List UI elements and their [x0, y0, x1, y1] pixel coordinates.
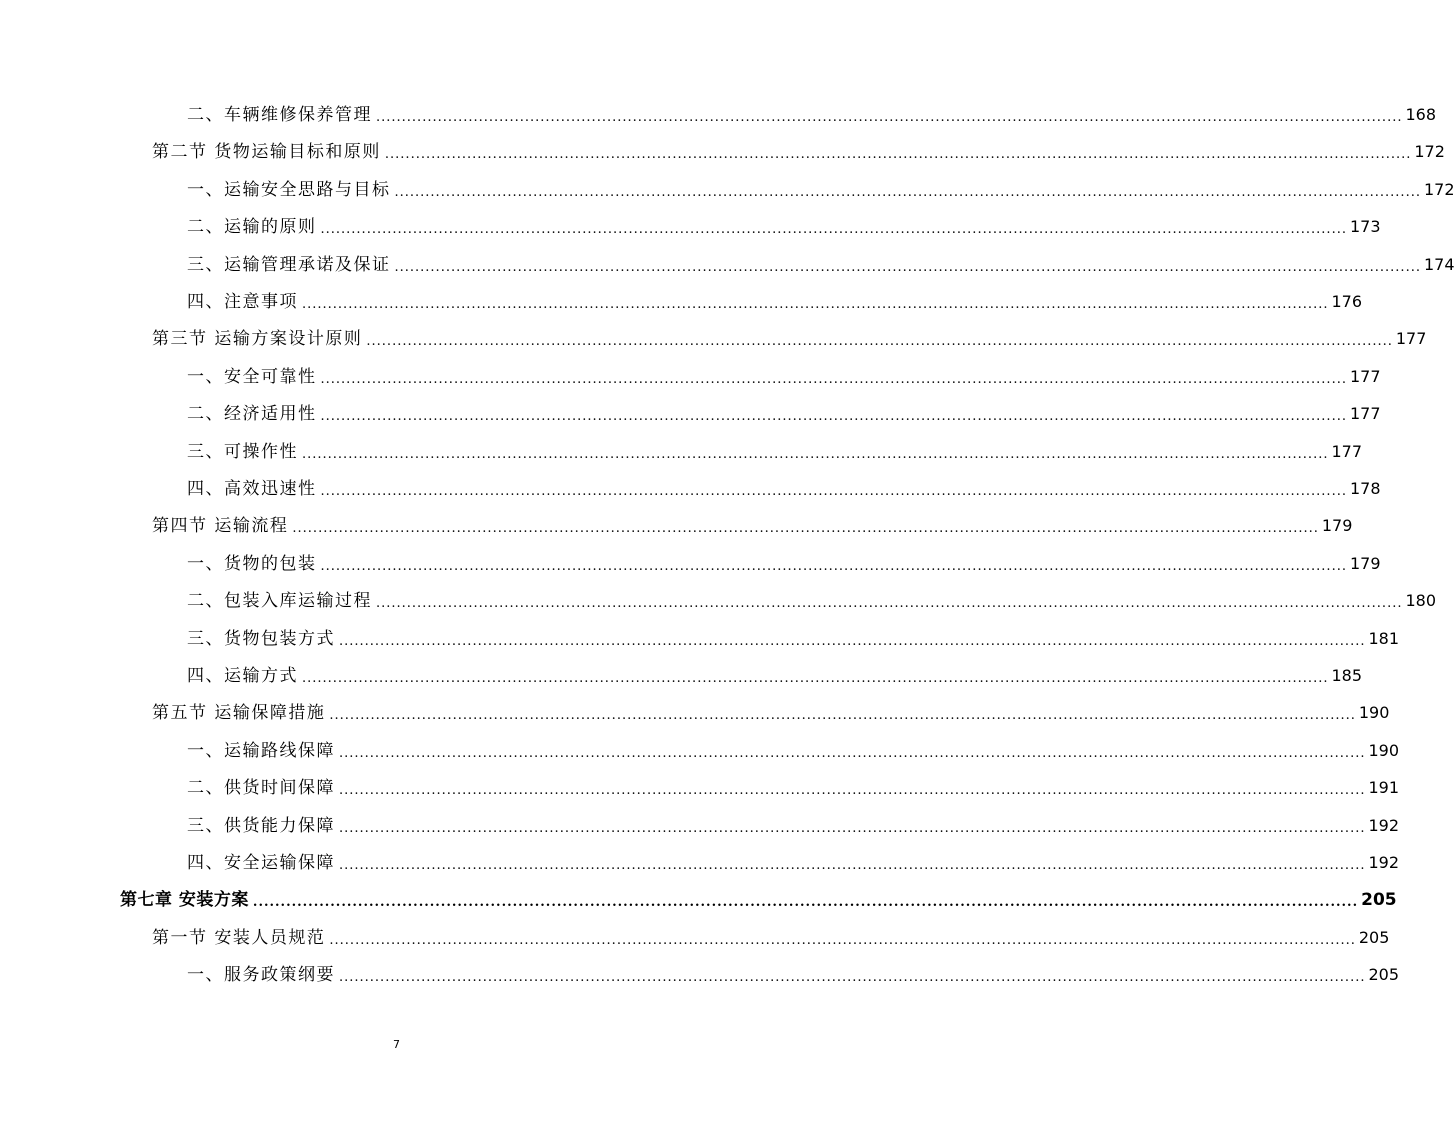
toc-entry[interactable]	[187, 773, 1400, 799]
toc-entry-page: 179	[1349, 553, 1381, 573]
toc-entry-title: 二、包装入库运输过程	[187, 591, 372, 612]
toc-entry-page: 191	[1368, 778, 1400, 798]
toc-entry[interactable]	[187, 848, 1400, 874]
toc-entry-page: 205	[1358, 927, 1390, 947]
toc-entry-page: 205	[1368, 965, 1400, 985]
toc-entry[interactable]	[187, 437, 1363, 463]
toc-entry-title: 一、运输路线保障	[187, 740, 335, 761]
toc-leader-dots: ........................................................................................................................................................................................................	[320, 558, 1347, 574]
toc-leader-dots: ........................................................................................................................................................................................................	[339, 858, 1366, 873]
toc-entry-title: 四、运输方式	[187, 666, 298, 686]
toc-entry[interactable]	[152, 324, 1427, 350]
toc-entry[interactable]	[187, 399, 1381, 425]
toc-entry-title: 二、车辆维修保养管理	[187, 105, 372, 125]
toc-entry-title: 二、供货时间保障	[187, 778, 335, 799]
toc-entry-page: 185	[1331, 666, 1363, 685]
toc-leader-dots: ........................................................................................................................................................................................................	[320, 484, 1347, 499]
page-number: 7	[393, 1038, 400, 1051]
toc-entry-page: 205	[1361, 890, 1397, 911]
toc-entry[interactable]	[187, 661, 1363, 687]
toc-entry-title: 一、服务政策纲要	[187, 965, 335, 986]
toc-leader-dots: ........................................................................................................................................................................................................	[329, 932, 1356, 948]
toc-leader-dots: ........................................................................................................................................................................................................	[339, 633, 1366, 649]
toc-entry-title: 第一节 安装人员规范	[152, 927, 326, 948]
toc-entry-title: 一、货物的包装	[187, 553, 317, 574]
toc-entry[interactable]	[187, 175, 1455, 201]
toc-entry[interactable]	[187, 362, 1381, 388]
toc-entry-page: 178	[1349, 479, 1381, 498]
toc-leader-dots: ........................................................................................................................................................................................................	[339, 783, 1366, 799]
toc-entry-page: 177	[1349, 404, 1381, 424]
toc-entry[interactable]	[152, 511, 1353, 537]
toc-entry-title: 第五节 运输保障措施	[152, 703, 326, 724]
toc-entry[interactable]	[187, 586, 1437, 612]
toc-entry-title: 一、运输安全思路与目标	[187, 179, 391, 200]
toc-leader-dots: ........................................................................................................................................................................................................	[320, 409, 1347, 425]
toc-entry[interactable]	[187, 287, 1363, 313]
toc-entry[interactable]	[187, 624, 1400, 650]
toc-entry[interactable]	[187, 811, 1400, 837]
toc-entry[interactable]	[187, 960, 1400, 986]
toc-entry[interactable]	[187, 250, 1455, 276]
toc-leader-dots: ........................................................................................................................................................................................................	[376, 596, 1403, 612]
toc-entry-page: 177	[1349, 366, 1381, 386]
toc-entry-title: 第二节 货物运输目标和原则	[152, 142, 381, 163]
toc-entry-page: 177	[1395, 329, 1427, 349]
toc-leader-dots: ........................................................................................................................................................................................................	[394, 259, 1421, 275]
toc-entry-page: 176	[1331, 292, 1363, 311]
toc-entry[interactable]	[187, 212, 1381, 238]
toc-leader-dots: ........................................................................................................................................................................................................	[302, 446, 1329, 462]
toc-entry[interactable]	[120, 885, 1397, 911]
toc-entry-title: 二、运输的原则	[187, 217, 317, 238]
toc-entry-title: 三、供货能力保障	[187, 815, 335, 836]
toc-entry-title: 四、高效迅速性	[187, 479, 317, 499]
toc-leader-dots: ........................................................................................................................................................................................................	[252, 895, 1359, 911]
toc-entry-title: 三、可操作性	[187, 441, 298, 462]
toc-entry-page: 172	[1423, 179, 1455, 199]
toc-entry-title: 第七章 安装方案	[120, 890, 249, 911]
toc-entry-page: 172	[1414, 142, 1445, 162]
toc-entry-title: 一、安全可靠性	[187, 366, 317, 387]
toc-leader-dots: ........................................................................................................................................................................................................	[320, 371, 1347, 387]
toc-entry[interactable]	[187, 474, 1381, 500]
toc-leader-dots: ........................................................................................................................................................................................................	[329, 708, 1356, 724]
toc-leader-dots: ........................................................................................................................................................................................................	[384, 147, 1412, 163]
toc-entry-page: 190	[1368, 740, 1400, 760]
toc-leader-dots: ........................................................................................................................................................................................................	[339, 820, 1366, 836]
toc-entry-title: 二、经济适用性	[187, 404, 317, 425]
toc-entry-page: 192	[1368, 815, 1400, 835]
toc-leader-dots: ........................................................................................................................................................................................................	[320, 222, 1347, 238]
toc-entry-page: 190	[1358, 703, 1390, 723]
toc-entry-title: 第四节 运输流程	[152, 516, 289, 537]
toc-entry[interactable]	[152, 698, 1390, 724]
toc-entry[interactable]	[187, 100, 1437, 126]
toc-entry[interactable]	[187, 736, 1400, 762]
toc-entry-page: 173	[1349, 217, 1381, 237]
toc-entry[interactable]	[152, 923, 1390, 949]
toc-entry-page: 168	[1405, 105, 1437, 124]
toc-entry[interactable]	[152, 137, 1445, 163]
toc-entry-page: 174	[1423, 254, 1455, 274]
toc-leader-dots: ........................................................................................................................................................................................................	[376, 110, 1403, 125]
toc-entry-title: 三、货物包装方式	[187, 628, 335, 649]
toc-entry-title: 三、运输管理承诺及保证	[187, 254, 391, 275]
toc-entry-page: 181	[1368, 628, 1400, 648]
toc-leader-dots: ........................................................................................................................................................................................................	[339, 745, 1366, 761]
toc-leader-dots: ........................................................................................................................................................................................................	[339, 970, 1366, 986]
toc-leader-dots: ........................................................................................................................................................................................................	[394, 184, 1421, 200]
toc-leader-dots: ........................................................................................................................................................................................................	[292, 521, 1319, 537]
toc-entry-page: 177	[1331, 441, 1363, 461]
toc-entry-page: 179	[1321, 516, 1353, 536]
toc-leader-dots: ........................................................................................................................................................................................................	[302, 671, 1329, 686]
toc-leader-dots: ........................................................................................................................................................................................................	[366, 334, 1393, 350]
toc-entry-title: 四、注意事项	[187, 292, 298, 312]
toc-entry-page: 180	[1405, 591, 1437, 611]
toc-entry-title: 第三节 运输方案设计原则	[152, 329, 363, 350]
toc-entry-page: 192	[1368, 853, 1400, 872]
toc-entry-title: 四、安全运输保障	[187, 853, 335, 873]
toc-leader-dots: ........................................................................................................................................................................................................	[302, 297, 1329, 312]
toc-entry[interactable]	[187, 549, 1381, 575]
